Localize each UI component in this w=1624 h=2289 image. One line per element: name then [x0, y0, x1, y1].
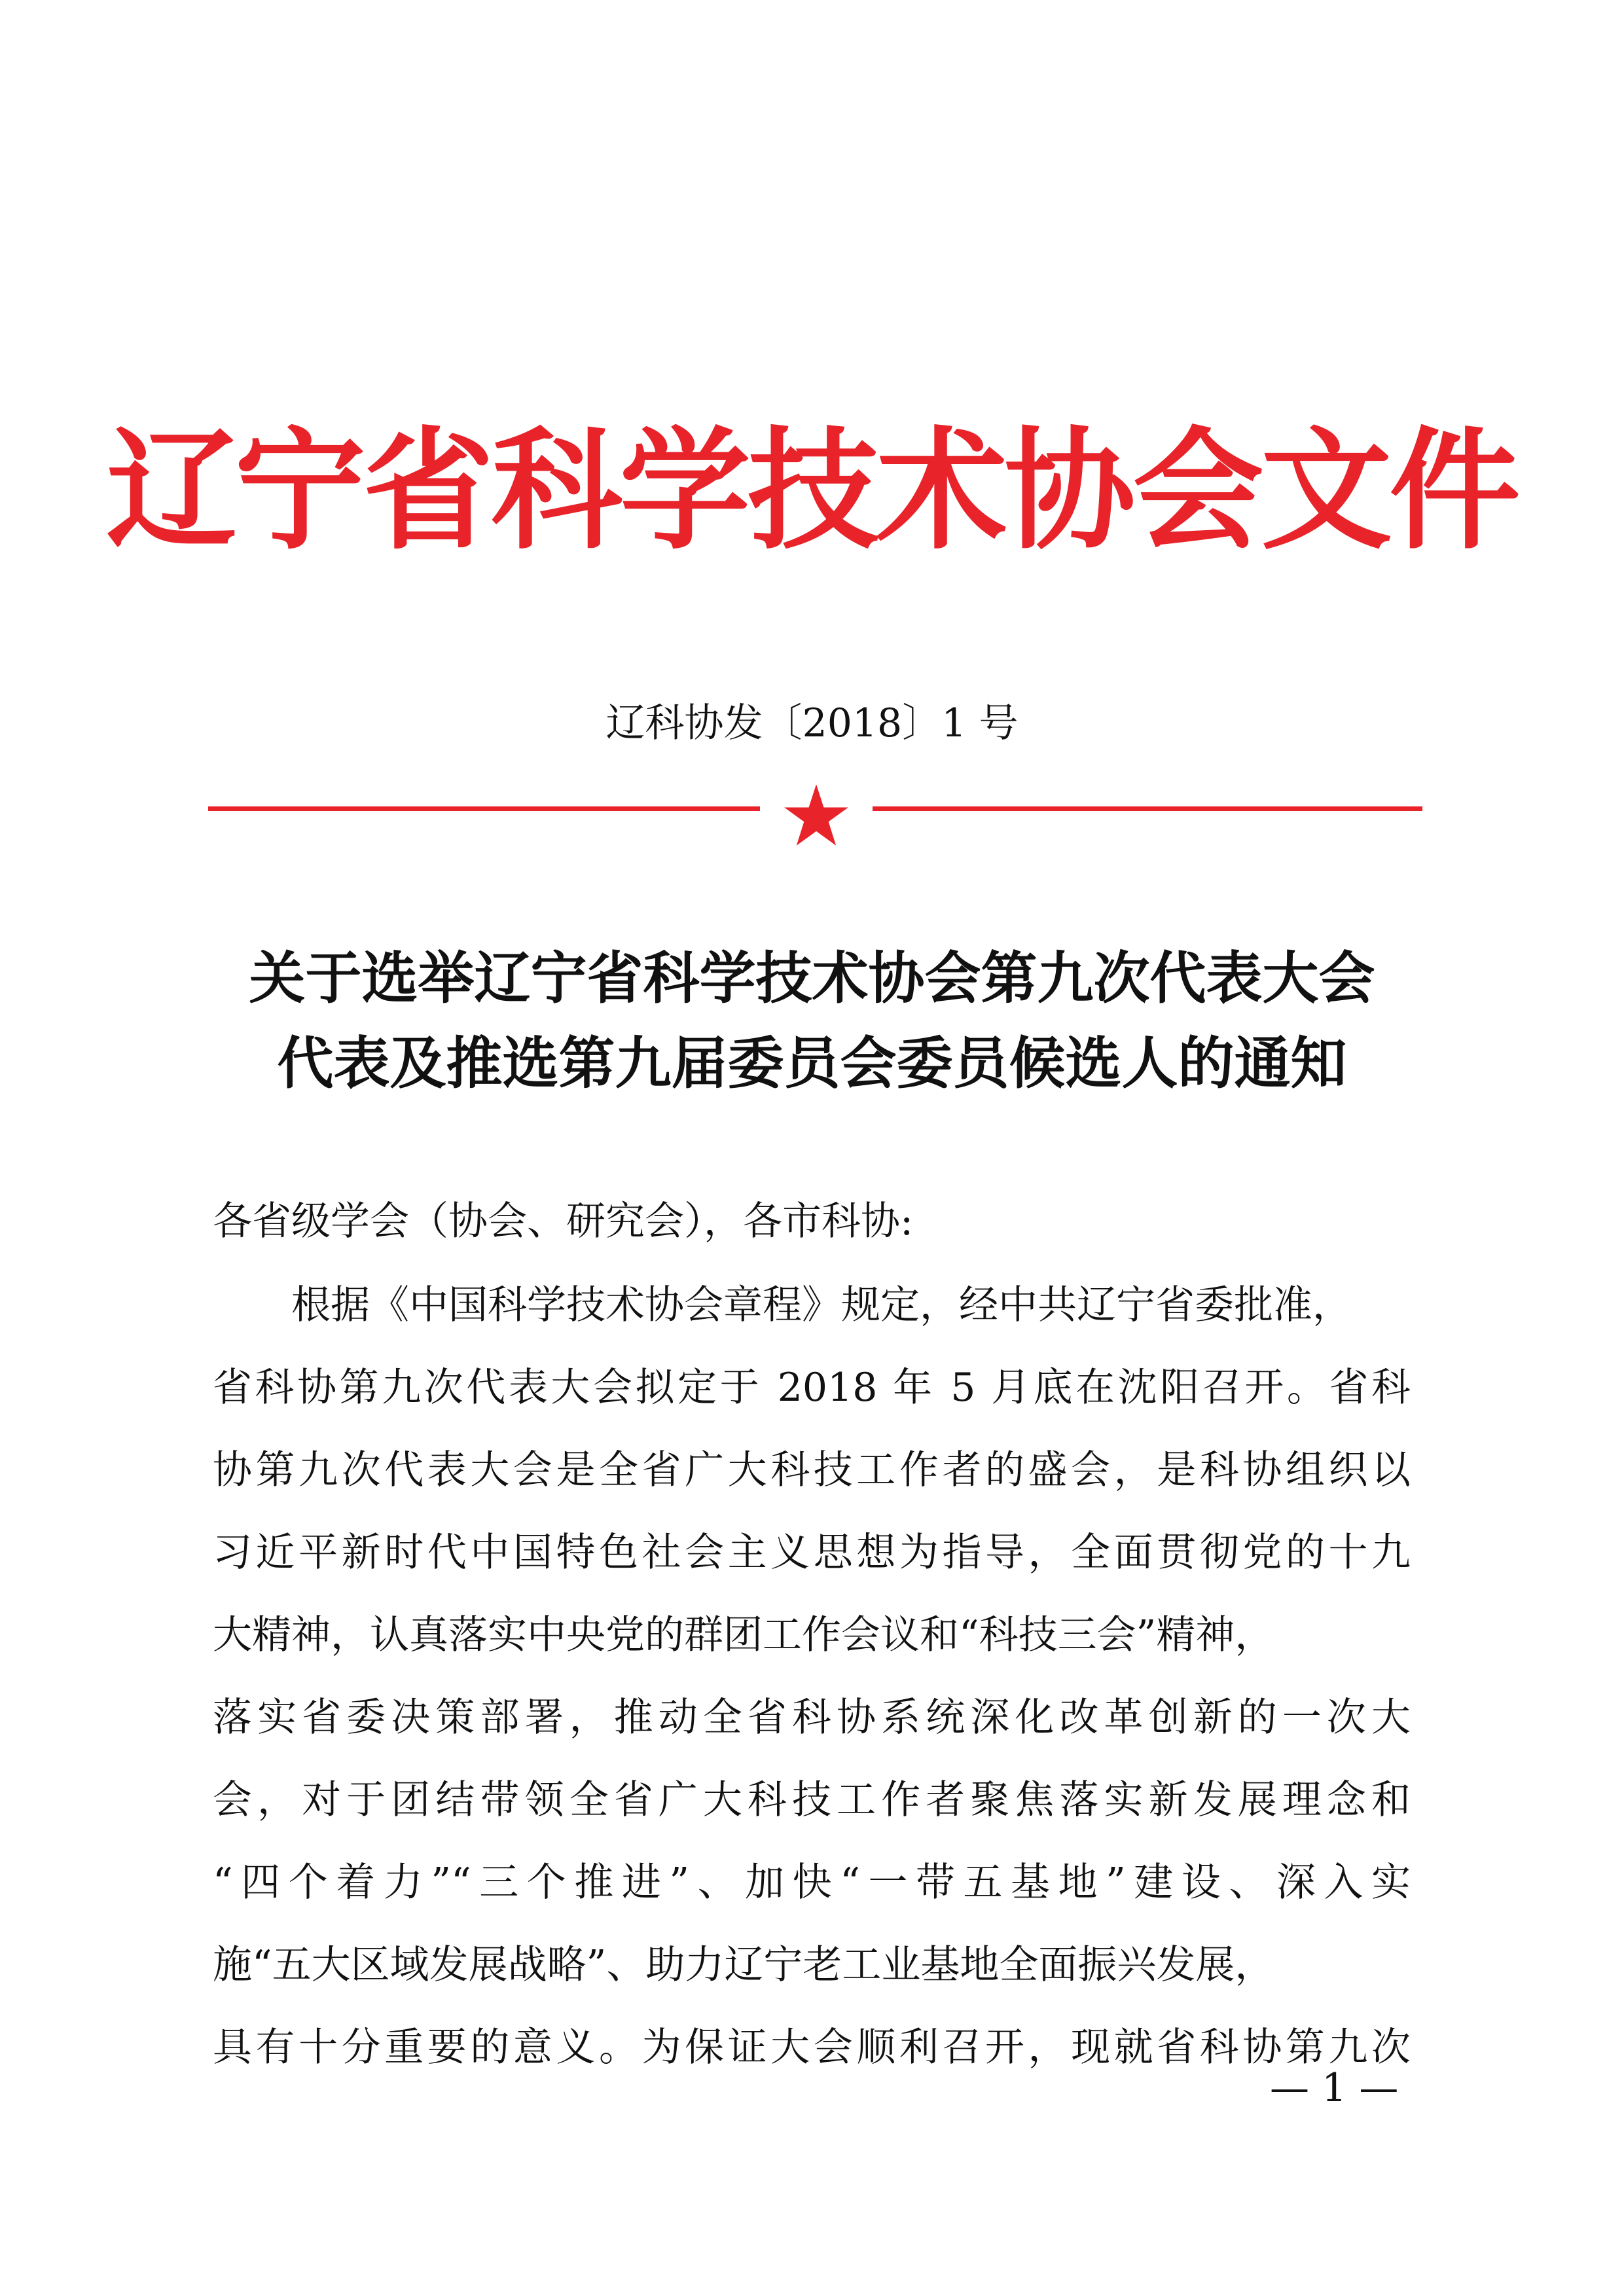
body-line: “四个着力”“三个推进”、加快“一带五基地”建设、深入实 — [213, 1860, 1411, 1905]
notice-title-line-1: 关于选举辽宁省科学技术协会第九次代表大会 — [249, 946, 1375, 1011]
red-star-icon — [782, 782, 850, 850]
body-line: 协第九次代表大会是全省广大科技工作者的盛会，是科协组织以 — [213, 1447, 1411, 1493]
masthead-title: 辽宁省科学技术协会文件 — [106, 414, 1518, 568]
document-number: 辽科协发〔2018〕1 号 — [605, 700, 1019, 746]
body-line: 习近平新时代中国特色社会主义思想为指导，全面贯彻党的十九 — [213, 1530, 1411, 1576]
red-divider-right — [873, 806, 1422, 811]
red-divider-left — [208, 806, 760, 811]
body-line: 大精神，认真落实中央党的群团工作会议和“科技三会”精神， — [213, 1612, 1274, 1658]
body-line: 会，对于团结带领全省广大科技工作者聚焦落实新发展理念和 — [213, 1777, 1411, 1823]
body-line: 施“五大区域发展战略”、助力辽宁老工业基地全面振兴发展， — [213, 1942, 1274, 1988]
body-line: 落实省委决策部署，推动全省科协系统深化改革创新的一次大 — [213, 1695, 1411, 1740]
page-number: — 1 — — [1270, 2065, 1399, 2111]
body-line: 根据《中国科学技术协会章程》规定，经中共辽宁省委批准， — [291, 1282, 1352, 1328]
notice-title-line-2: 代表及推选第九届委员会委员候选人的通知 — [277, 1031, 1347, 1096]
body-line: 具有十分重要的意义。为保证大会顺利召开，现就省科协第九次 — [213, 2025, 1411, 2070]
salutation: 各省级学会（协会、研究会），各市科协: — [213, 1199, 914, 1244]
body-line: 省科协第九次代表大会拟定于 2018 年 5 月底在沈阳召开。省科 — [213, 1365, 1411, 1411]
